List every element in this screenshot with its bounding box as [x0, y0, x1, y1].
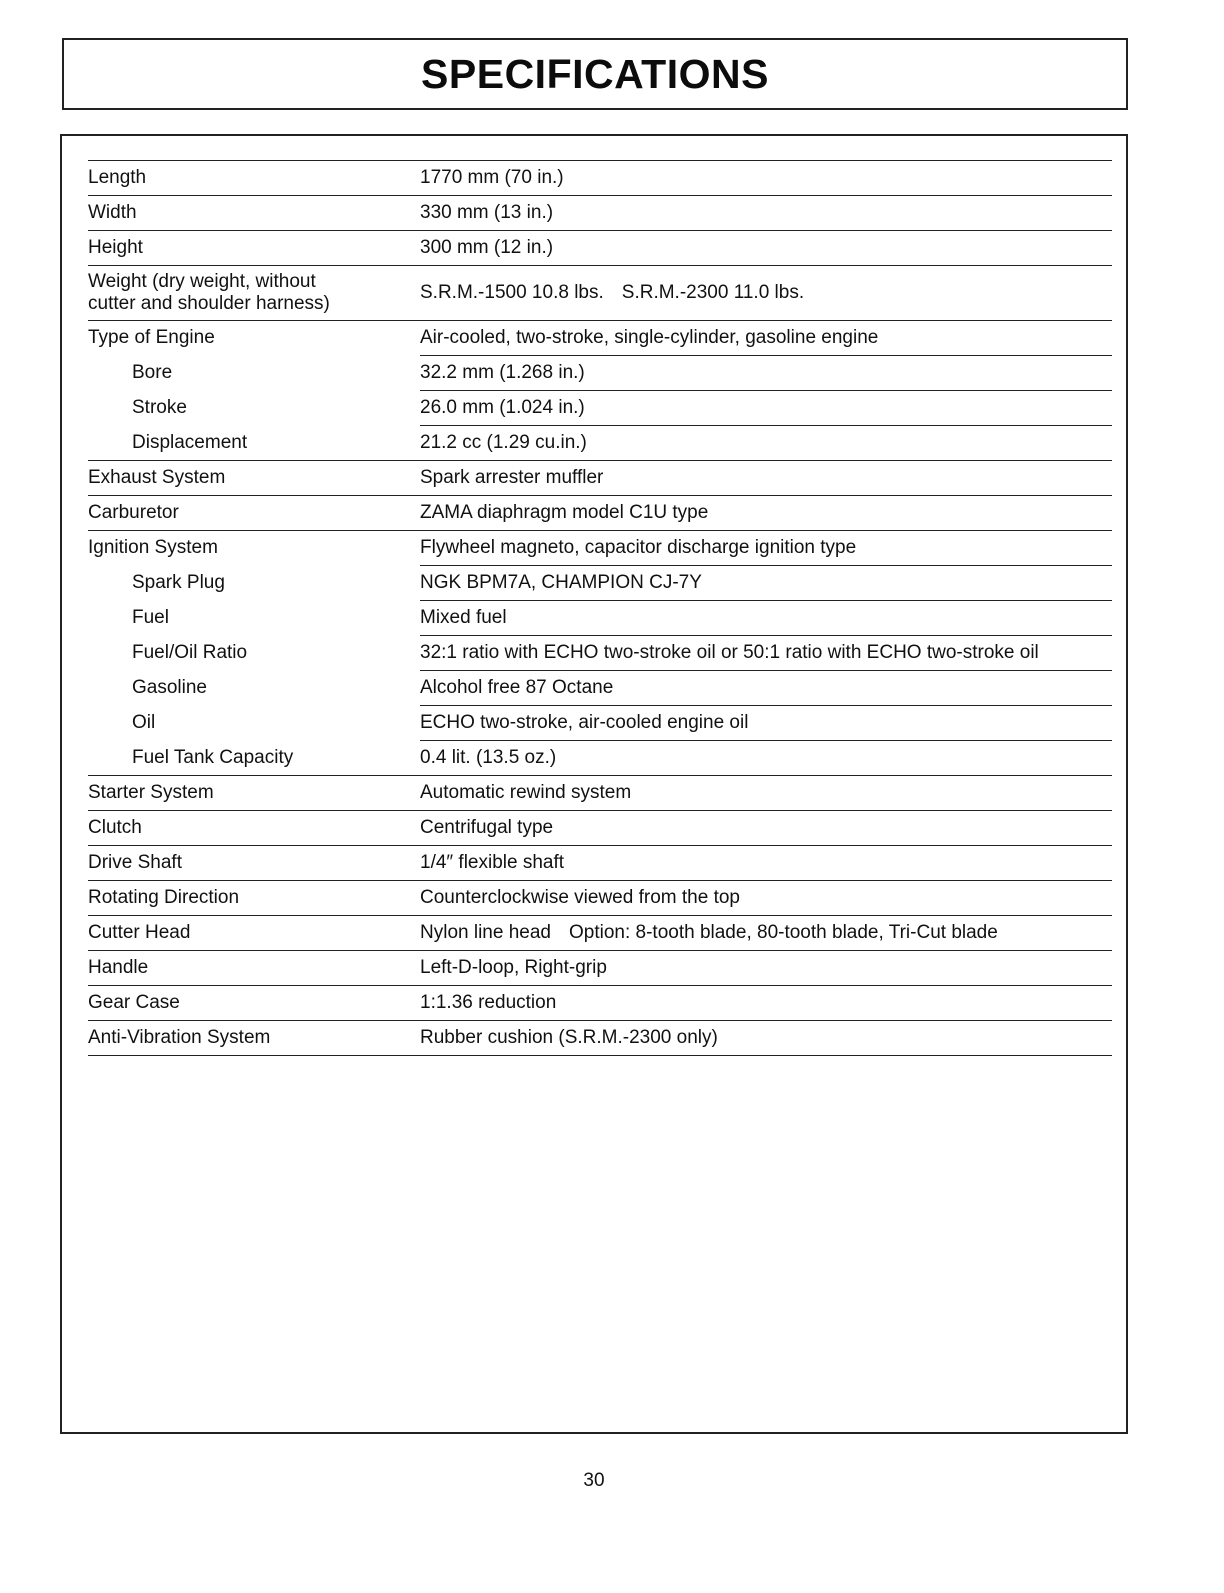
spec-sublabel: Fuel/Oil Ratio — [132, 642, 248, 663]
table-row — [88, 881, 1112, 916]
spec-value: ZAMA diaphragm model C1U type — [420, 496, 1112, 531]
spec-label — [88, 391, 420, 426]
spec-value: Counterclockwise viewed from the top — [420, 881, 1112, 916]
spec-value-part: S.R.M.-2300 11.0 lbs. — [621, 282, 805, 303]
spec-value: Spark arrester muffler — [420, 461, 1112, 496]
spec-sublabel: Fuel — [132, 607, 169, 628]
spec-label: Cutter Head — [88, 916, 420, 951]
spec-sublabel: Bore — [132, 362, 173, 383]
table-row — [88, 496, 1112, 531]
table-row — [88, 601, 1112, 636]
spec-label — [88, 266, 420, 321]
spec-label: Drive Shaft — [88, 846, 420, 881]
spec-label — [88, 671, 420, 706]
spec-value-part: Option: 8-tooth blade, 80-tooth blade, Tri-Cut blade — [568, 922, 998, 943]
spec-value: Automatic rewind system — [420, 776, 1112, 811]
spec-value: Centrifugal type — [420, 811, 1112, 846]
spec-label: Length — [88, 161, 420, 196]
table-row — [88, 916, 1112, 951]
table-row — [88, 231, 1112, 266]
table-row — [88, 846, 1112, 881]
table-row — [88, 196, 1112, 231]
spec-value: Flywheel magneto, capacitor discharge ignition type — [420, 531, 1112, 566]
spec-value: 1/4″ flexible shaft — [420, 846, 1112, 881]
spec-value: 32.2 mm (1.268 in.) — [420, 356, 1112, 391]
spec-label-line: Weight (dry weight, without — [88, 271, 316, 292]
page-number: 30 — [583, 1470, 605, 1491]
spec-label — [88, 706, 420, 741]
table-row — [88, 391, 1112, 426]
spec-label: Width — [88, 196, 420, 231]
spec-value: 0.4 lit. (13.5 oz.) — [420, 741, 1112, 776]
specifications-table — [88, 160, 1112, 1056]
spec-label — [88, 356, 420, 391]
page-title: SPECIFICATIONS — [421, 50, 769, 97]
spec-label: Gear Case — [88, 986, 420, 1021]
spec-sublabel: Displacement — [132, 431, 248, 453]
spec-label-line: cutter and shoulder harness) — [88, 293, 330, 314]
spec-value: 1:1.36 reduction — [420, 986, 1112, 1021]
spec-sublabel: Gasoline — [132, 677, 207, 698]
spec-label: Rotating Direction — [88, 881, 420, 916]
spec-label: Clutch — [88, 811, 420, 846]
spec-label — [88, 741, 420, 776]
spec-label: Exhaust System — [88, 461, 420, 496]
spec-value: 300 mm (12 in.) — [420, 231, 1112, 266]
table-row — [88, 266, 1112, 321]
spec-value: 1770 mm (70 in.) — [420, 161, 1112, 196]
specifications-panel — [60, 134, 1128, 1434]
spec-label: Carburetor — [88, 496, 420, 531]
table-row — [88, 161, 1112, 196]
spec-sublabel: Spark Plug — [132, 572, 225, 593]
table-row — [88, 811, 1112, 846]
spec-label: Height — [88, 231, 420, 266]
spec-label: Handle — [88, 951, 420, 986]
spec-label — [88, 601, 420, 636]
spec-value: 330 mm (13 in.) — [420, 196, 1112, 231]
spec-sublabel: Oil — [132, 712, 156, 733]
spec-value: 32:1 ratio with ECHO two-stroke oil or 50:1 ratio with ECHO two-stroke oil — [420, 636, 1112, 671]
table-row — [88, 986, 1112, 1021]
table-row — [88, 741, 1112, 776]
table-row — [88, 1021, 1112, 1056]
table-row — [88, 776, 1112, 811]
spec-value: 21.2 cc (1.29 cu.in.) — [420, 426, 1112, 461]
table-row — [88, 951, 1112, 986]
spec-value: Rubber cushion (S.R.M.-2300 only) — [420, 1021, 1112, 1056]
table-row — [88, 426, 1112, 461]
spec-value: Mixed fuel — [420, 601, 1112, 636]
spec-value: Left-D-loop, Right-grip — [420, 951, 1112, 986]
spec-value: Air-cooled, two-stroke, single-cylinder, gasoline engine — [420, 321, 1112, 356]
spec-label — [88, 426, 420, 461]
spec-value-part: Nylon line head — [420, 922, 551, 943]
spec-value: ECHO two-stroke, air-cooled engine oil — [420, 706, 1112, 741]
spec-label: Anti-Vibration System — [88, 1021, 420, 1056]
table-row — [88, 566, 1112, 601]
spec-label: Ignition System — [88, 531, 420, 566]
table-row — [88, 531, 1112, 566]
spec-label: Type of Engine — [88, 321, 420, 356]
table-row — [88, 461, 1112, 496]
table-row — [88, 636, 1112, 671]
spec-sublabel: Stroke — [132, 397, 187, 418]
table-row — [88, 321, 1112, 356]
spec-value: Alcohol free 87 Octane — [420, 671, 1112, 706]
spec-label — [88, 636, 420, 671]
spec-value: 26.0 mm (1.024 in.) — [420, 391, 1112, 426]
table-row — [88, 356, 1112, 391]
spec-value-part: S.R.M.-1500 10.8 lbs. — [420, 282, 604, 303]
title-box — [62, 38, 1128, 110]
spec-value: NGK BPM7A, CHAMPION CJ-7Y — [420, 566, 1112, 601]
spec-label — [88, 566, 420, 601]
spec-sublabel: Fuel Tank Capacity — [132, 746, 294, 768]
table-row — [88, 671, 1112, 706]
spec-label: Starter System — [88, 776, 420, 811]
table-row — [88, 706, 1112, 741]
spec-value — [420, 266, 1112, 321]
spec-value — [420, 916, 1112, 951]
